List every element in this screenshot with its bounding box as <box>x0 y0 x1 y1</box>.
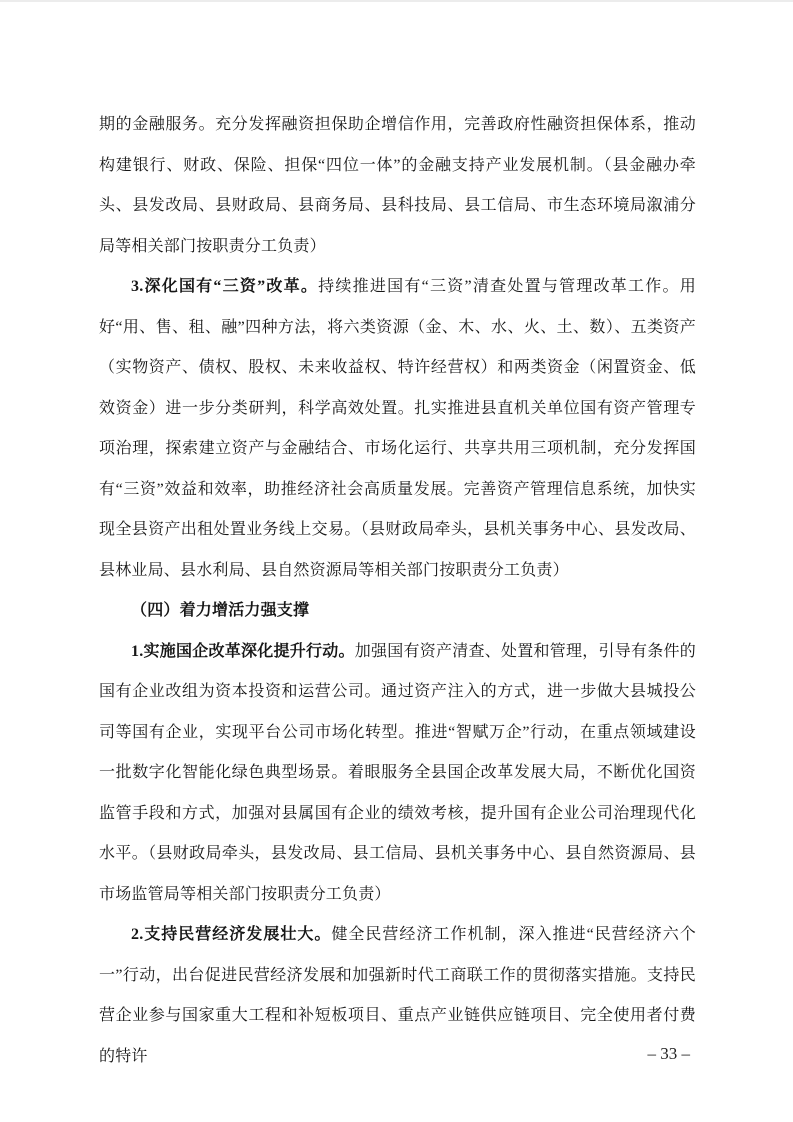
paragraph-item3-lead: 3.深化国有“三资”改革。 <box>131 278 319 295</box>
paragraph-item3-body: 持续推进国有“三资”清查处置与管理改革工作。用好“用、售、租、融”四种方法，将六类资源（金、木、水、火、土、数）、五类资产（实物资产、债权、股权、未来收益权、特许经营权）和两类资金（闲置资金、低效资金）进一步分类研判，科学高效处置。扎实推进县直机关单位国有资产管理专项治理，探索建立资产与金融结合、市场化运行、共享共用三项机制，充分发挥国有“三资”效益和效率，助推经济社会高质量发展。完善资产管理信息系统，加快实现全县资产出租处置业务线上交易。（县财政局牵头，县机关事务中心、县发改局、县林业局、县水利局、县自然资源局等相关部门按职责分工负责） <box>99 278 696 579</box>
paragraph-item2-lead: 2.支持民营经济发展壮大。 <box>131 926 332 943</box>
paragraph-financial-services-continuation: 期的金融服务。充分发挥融资担保助企增信作用，完善政府性融资担保体系，推动构建银行、财政、保险、担保“四位一体”的金融支持产业发展机制。（县金融办牵头、县发改局、县财政局、县商务局、县科技局、县工信局、市生态环境局溆浦分局等相关部门按职责分工负责） <box>99 116 696 255</box>
paragraph-item2-body: 健全民营经济工作机制，深入推进“民营经济六个一”行动，出台促进民营经济发展和加强新时代工商联工作的贯彻落实措施。支持民营企业参与国家重大工程和补短板项目、重点产业链供应链项目、完全使用者付费的特许 <box>99 926 696 1065</box>
paragraph-item1-body: 加强国有资产清查、处置和管理，引导有条件的国有企业改组为资本投资和运营公司。通过资产注入的方式，进一步做大县城投公司等国有企业，实现平台公司市场化转型。推进“智赋万企”行动，在重点领域建设一批数字化智能化绿色典型场景。着眼服务全县国企改革发展大局，不断优化国资监管手段和方式，加强对县属国有企业的绩效考核，提升国有企业公司治理现代化水平。（县财政局牵头，县发改局、县工信局、县机关事务中心、县自然资源局、县市场监管局等相关部门按职责分工负责） <box>99 642 696 903</box>
document-body <box>99 105 696 1077</box>
paragraph-item1-lead: 1.实施国企改革深化提升行动。 <box>131 642 355 660</box>
section-heading-four: （四）着力增活力强支撑 <box>131 602 310 619</box>
paragraph-item1-soe-reform <box>99 632 696 916</box>
page-number: – 33 – <box>647 1044 690 1063</box>
paragraph-item3-sanzi-reform <box>99 267 696 591</box>
